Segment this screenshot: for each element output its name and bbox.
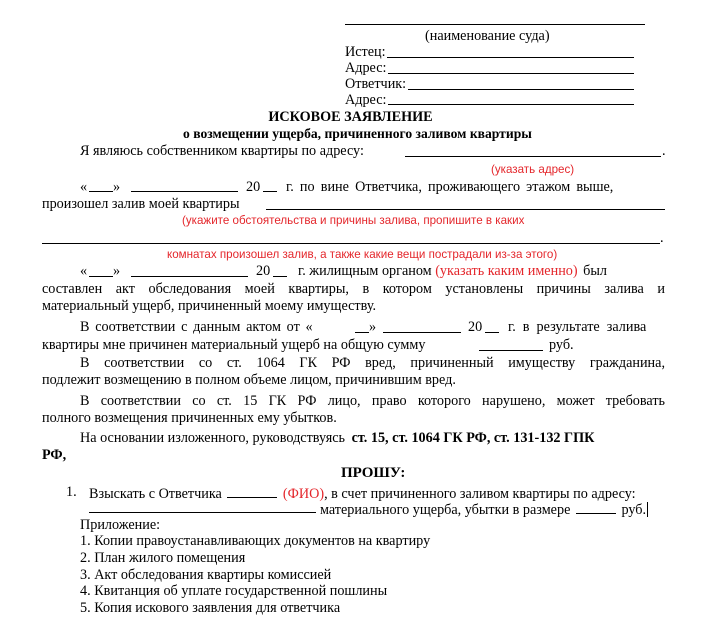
p2-circumstances-line-2 bbox=[42, 243, 660, 244]
address-text: Я являюсь собственником квартиры по адресу: bbox=[80, 143, 364, 159]
p7-line2: РФ, bbox=[42, 447, 67, 463]
p2-circumstances-line bbox=[266, 209, 665, 210]
p2-year-prefix: 20 bbox=[246, 179, 261, 195]
address-end: . bbox=[662, 143, 666, 159]
request-heading: ПРОШУ: bbox=[341, 465, 406, 481]
p2-line3-end: . bbox=[660, 230, 664, 246]
attachment-item: 1. Копии правоустанавливающих документов на квартиру bbox=[80, 533, 431, 549]
document-title: ИСКОВОЕ ЗАЯВЛЕНИЕ bbox=[268, 109, 433, 125]
request-item-text-a: Взыскать с Ответчика bbox=[89, 486, 222, 502]
p2-line1-quote-close: » bbox=[113, 179, 121, 195]
attachment-item: 4. Квитанция об уплате государственной пошлины bbox=[80, 583, 388, 599]
p7-text: На основании изложенного, руководствуясь bbox=[80, 430, 346, 446]
plaintiff-address-label: Адрес: bbox=[345, 60, 387, 76]
p3-day-line bbox=[89, 276, 113, 277]
p3-line1-red: (указать каким именно) bbox=[435, 263, 578, 279]
court-caption: (наименование суда) bbox=[425, 28, 550, 44]
p4-sum-line bbox=[479, 350, 543, 351]
p4-day-line bbox=[355, 332, 369, 333]
hint-circumstances-2: комнатах произошел залив, а также какие вещи пострадали из-за этого) bbox=[167, 248, 558, 261]
p3-year-prefix: 20 bbox=[256, 263, 271, 279]
request-item-line2 bbox=[320, 499, 648, 519]
defendant-address-label: Адрес: bbox=[345, 92, 387, 108]
p7-legal-refs: ст. 15, ст. 1064 ГК РФ, ст. 131-132 ГПК bbox=[351, 430, 595, 446]
p3-quote-open: « bbox=[80, 263, 88, 279]
request-item-line2-a: материального ущерба, убытки в размере bbox=[320, 502, 571, 518]
p4-line1-b: » bbox=[369, 319, 377, 335]
p4-line1-a: В соответствии с данным актом от « bbox=[80, 319, 313, 335]
p3-quote-close: » bbox=[113, 263, 121, 279]
address-line bbox=[405, 156, 661, 157]
hint-address: (указать адрес) bbox=[491, 163, 575, 176]
p2-line1-text: г. по вине Ответчика, проживающего этажом выше, bbox=[286, 179, 614, 195]
p2-line2-text: произошел залив моей квартиры bbox=[42, 196, 240, 212]
hint-circumstances-1: (укажите обстоятельства и причины залива, пропишите в каких bbox=[182, 214, 525, 227]
request-name-blank bbox=[227, 483, 277, 498]
attachment-item: 3. Акт обследования квартиры комиссией bbox=[80, 567, 332, 583]
p4-month-line bbox=[383, 332, 461, 333]
p3-line1-text bbox=[298, 262, 607, 280]
p3-year-line bbox=[273, 276, 287, 277]
text-cursor bbox=[647, 502, 648, 517]
request-item-line2-b: руб. bbox=[621, 502, 647, 518]
defendant-label: Ответчик: bbox=[345, 76, 407, 92]
p2-year-line bbox=[263, 191, 277, 192]
p2-month-line bbox=[131, 191, 238, 192]
defendant-address-line bbox=[388, 104, 634, 105]
p2-day-line bbox=[89, 191, 113, 192]
p4-year-prefix: 20 bbox=[468, 319, 483, 335]
attachment-item: 5. Копия искового заявления для ответчика bbox=[80, 600, 341, 616]
attachment-item: 2. План жилого помещения bbox=[80, 550, 246, 566]
plaintiff-line bbox=[387, 57, 634, 58]
p6-line1: В соответствии со ст. 15 ГК РФ лицо, право которого нарушено, может требовать bbox=[80, 393, 665, 409]
paragraph-address bbox=[80, 142, 364, 160]
p6-line2: полного возмещения причиненных ему убытков. bbox=[42, 410, 337, 426]
p2-line1-quote-open: « bbox=[80, 179, 88, 195]
request-item-number: 1. bbox=[66, 484, 77, 500]
defendant-line bbox=[408, 89, 634, 90]
p4-line2-b: руб. bbox=[549, 337, 574, 353]
court-name-line bbox=[345, 24, 645, 25]
p4-line1-d: г. в результате залива bbox=[508, 319, 647, 335]
p3-line1-e: был bbox=[583, 263, 607, 279]
p4-line2-a: квартиры мне причинен материальный ущерб на общую сумму bbox=[42, 337, 426, 353]
p3-line2: составлен акт обследования моей квартиры, в котором установлены причины залива и bbox=[42, 281, 665, 297]
plaintiff-label: Истец: bbox=[345, 44, 386, 60]
request-amount-blank bbox=[576, 499, 616, 514]
p7-line1 bbox=[80, 429, 594, 447]
request-address-line bbox=[89, 512, 316, 513]
p5-line2: подлежит возмещению в полном объеме лицом, причинившим вред. bbox=[42, 372, 456, 388]
request-item-text-b: , в счет причиненного заливом квартиры по адресу: bbox=[324, 486, 636, 502]
p3-line3: материальный ущерб, причиненный моему имуществу. bbox=[42, 298, 377, 314]
attachments-label: Приложение: bbox=[80, 517, 161, 533]
p3-line1-a: г. жилищным органом bbox=[298, 263, 432, 279]
request-item-red: (ФИО) bbox=[282, 486, 325, 502]
document-subtitle: о возмещении ущерба, причиненного заливом квартиры bbox=[183, 126, 532, 141]
p4-year-line bbox=[485, 332, 499, 333]
p5-line1: В соответствии со ст. 1064 ГК РФ вред, причиненный имуществу гражданина, bbox=[80, 355, 665, 371]
p3-month-line bbox=[131, 276, 248, 277]
plaintiff-address-line bbox=[388, 73, 634, 74]
